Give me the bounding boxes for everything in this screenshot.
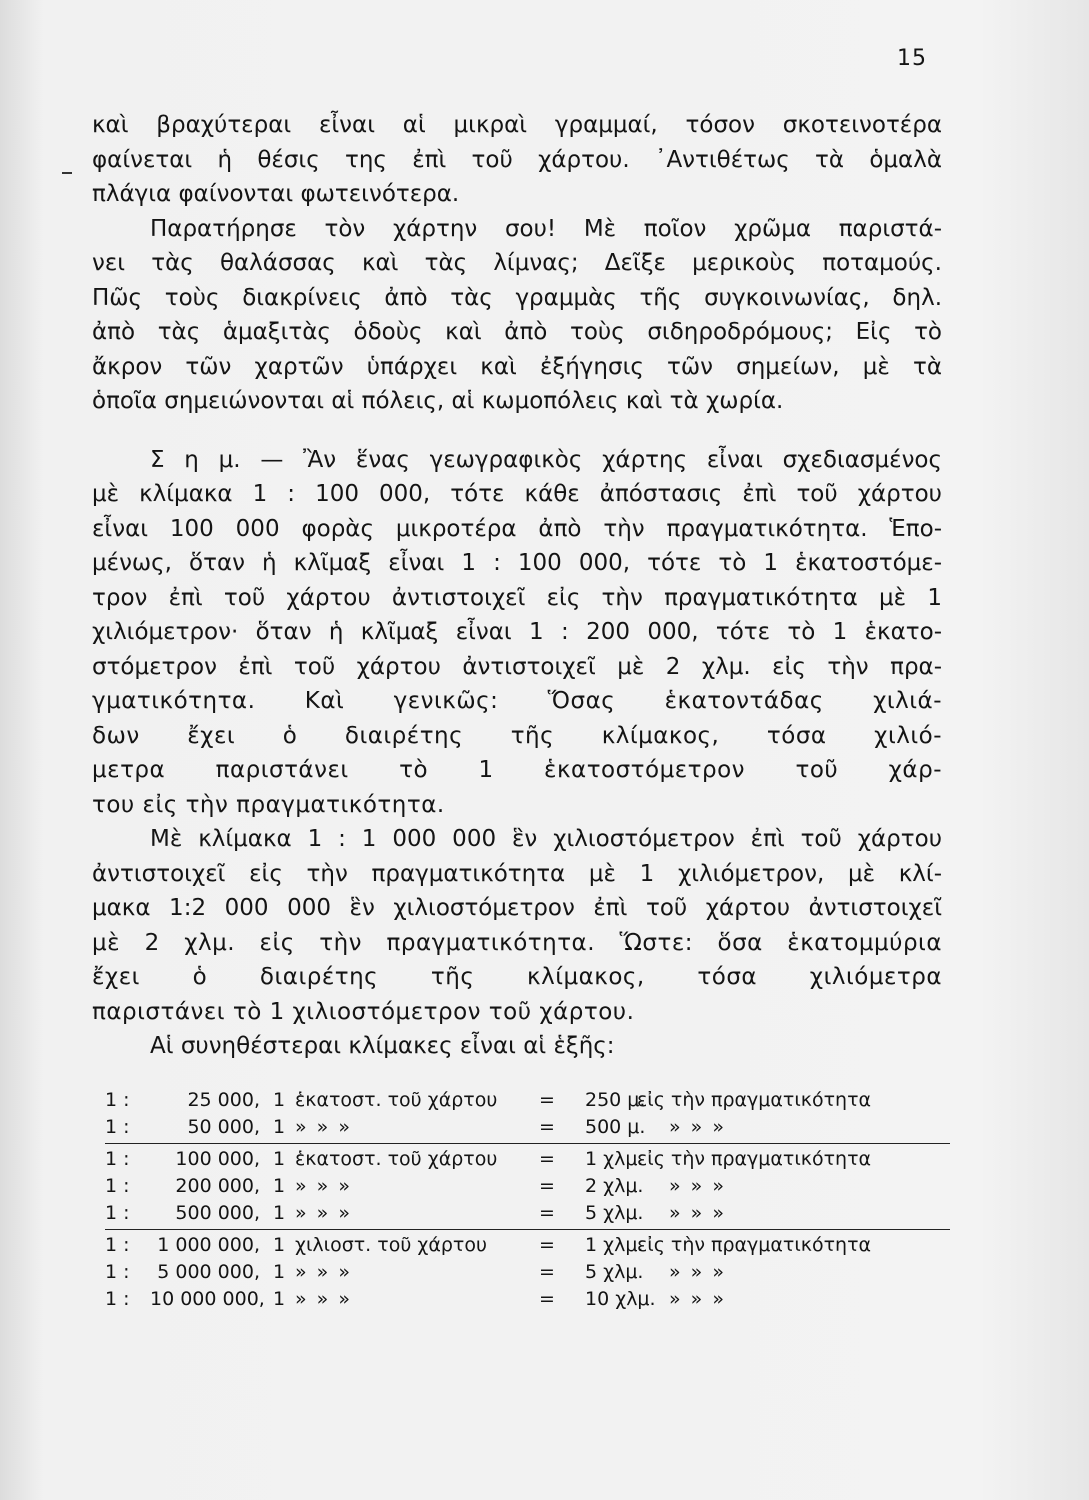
scale-prefix: 1 :	[105, 1116, 130, 1138]
text-line: ἔχει ὁ διαιρέτης τῆς κλίμακος, τόσα χιλιόμετρα	[92, 964, 942, 990]
paragraph-gap	[92, 419, 942, 443]
scale-row	[105, 1173, 950, 1200]
scale-reality: εἰς τὴν πραγματικότητα	[637, 1234, 872, 1256]
scale-unit: 1	[273, 1288, 286, 1310]
scale-prefix: 1 :	[105, 1148, 130, 1170]
scale-map-unit: ἑκατοστ. τοῦ χάρτου	[295, 1148, 498, 1170]
scale-reality: » » »	[669, 1116, 726, 1138]
scale-denominator: 200 000,	[175, 1175, 260, 1197]
scale-unit: 1	[273, 1148, 286, 1170]
scale-prefix: 1 :	[105, 1288, 130, 1310]
scale-unit: 1	[273, 1202, 286, 1224]
scale-denominator: 50 000,	[187, 1116, 260, 1138]
scales-table	[105, 1085, 950, 1315]
text-line: τρον ἐπὶ τοῦ χάρτου ἀντιστοιχεῖ εἰς τὴν πραγματικότητα μὲ 1	[92, 584, 942, 611]
scale-denominator: 1 000 000,	[157, 1234, 260, 1256]
scale-map-unit: χιλιοστ. τοῦ χάρτου	[295, 1234, 487, 1256]
scale-prefix: 1 :	[105, 1175, 130, 1197]
text-line: ἀπὸ τὰς ἁμαξιτὰς ὁδοὺς καὶ ἀπὸ τοὺς σιδηροδρόμους; Εἰς τὸ	[92, 319, 942, 345]
text-line: εἶναι 100 000 φορὰς μικροτέρα ἀπὸ τὴν πραγματικότητα. Ἑπο-	[92, 515, 942, 542]
scale-real-value: 500 μ.	[585, 1116, 646, 1138]
text-line: Μὲ κλίμακα 1 : 1 000 000 ἓν χιλιοστόμετρον ἐπὶ τοῦ χάρτου	[150, 826, 942, 852]
scale-row	[105, 1146, 950, 1173]
scale-equals: =	[539, 1148, 555, 1170]
text-line: ὁποῖα σημειώνονται αἱ πόλεις, αἱ κωμοπόλεις καὶ τὰ χωρία.	[92, 388, 784, 414]
scale-reality: » » »	[669, 1175, 726, 1197]
scale-denominator: 100 000,	[175, 1148, 260, 1170]
scale-group-centimeter-small	[105, 1085, 950, 1143]
scale-prefix: 1 :	[105, 1261, 130, 1283]
scale-map-unit: » » »	[295, 1202, 352, 1224]
scale-real-value: 5 χλμ.	[585, 1202, 644, 1224]
scale-equals: =	[539, 1261, 555, 1283]
text-line: μένως, ὅταν ἡ κλῖμαξ εἶναι 1 : 100 000, τότε τὸ 1 ἑκατοστόμε-	[92, 550, 942, 576]
scale-denominator: 25 000,	[187, 1089, 260, 1111]
scale-row	[105, 1114, 950, 1141]
scale-group-millimeter	[105, 1229, 950, 1315]
paragraph-note	[92, 443, 942, 823]
page-number: 15	[897, 46, 927, 71]
text-line: Σ η μ. — Ἂν ἕνας γεωγραφικὸς χάρτης εἶναι σχεδιασμένος	[150, 446, 942, 473]
paragraph-millimeter-scale	[92, 822, 942, 1029]
scale-prefix: 1 :	[105, 1202, 130, 1224]
text-line: παριστάνει τὸ 1 χιλιοστόμετρον τοῦ χάρτου.	[92, 998, 635, 1025]
scale-map-unit: » » »	[295, 1288, 352, 1310]
scale-real-value: 1 χλμ.	[585, 1234, 644, 1256]
scale-real-value: 10 χλμ.	[585, 1288, 656, 1310]
text-line: Παρατήρησε τὸν χάρτην σου! Μὲ ποῖον χρῶμα παριστά-	[150, 215, 942, 242]
text-line: δων ἔχει ὁ διαιρέτης τῆς κλίμακος, τόσα χιλιό-	[92, 722, 942, 749]
scales-intro: Αἱ συνηθέστεραι κλίμακες εἶναι αἱ ἑξῆς:	[150, 1033, 615, 1059]
scale-reality: » » »	[669, 1288, 726, 1310]
paragraph-shading	[92, 108, 942, 212]
scale-equals: =	[539, 1089, 555, 1111]
text-line: μὲ κλίμακα 1 : 100 000, τότε κάθε ἀπόστασις ἐπὶ τοῦ χάρτου	[92, 481, 942, 507]
text-line: ἀντιστοιχεῖ εἰς τὴν πραγματικότητα μὲ 1 χιλιόμετρον, μὲ κλί-	[92, 860, 942, 887]
scale-unit: 1	[273, 1261, 286, 1283]
scale-prefix: 1 :	[105, 1234, 130, 1256]
scale-row	[105, 1259, 950, 1286]
scale-row	[105, 1232, 950, 1259]
text-line: χιλιόμετρον· ὅταν ἡ κλῖμαξ εἶναι 1 : 200 000, τότε τὸ 1 ἑκατο-	[92, 619, 942, 645]
scale-map-unit: » » »	[295, 1261, 352, 1283]
scale-row	[105, 1286, 950, 1313]
text-line: μακα 1:2 000 000 ἓν χιλιοστόμετρον ἐπὶ τοῦ χάρτου ἀντιστοιχεῖ	[92, 895, 942, 921]
scale-unit: 1	[273, 1234, 286, 1256]
scale-equals: =	[539, 1234, 555, 1256]
scale-prefix: 1 :	[105, 1089, 130, 1111]
text-line: γματικότητα. Καὶ γενικῶς: Ὅσας ἑκατοντάδας χιλιά-	[92, 688, 942, 714]
scale-reality: εἰς τὴν πραγματικότητα	[637, 1089, 872, 1111]
text-line: του εἰς τὴν πραγματικότητα.	[92, 791, 445, 818]
scale-real-value: 5 χλμ.	[585, 1261, 644, 1283]
scale-equals: =	[539, 1116, 555, 1138]
scale-map-unit: » » »	[295, 1116, 352, 1138]
scale-equals: =	[539, 1202, 555, 1224]
text-line: πλάγια φαίνονται φωτεινότερα.	[92, 181, 460, 207]
margin-mark	[62, 172, 72, 174]
scale-map-unit: » » »	[295, 1175, 352, 1197]
paragraph-map-observation	[92, 212, 942, 419]
scale-row	[105, 1200, 950, 1227]
text-line: νει τὰς θαλάσσας καὶ τὰς λίμνας; Δεῖξε μερικοὺς ποταμούς.	[92, 250, 942, 276]
scale-equals: =	[539, 1175, 555, 1197]
scale-group-centimeter-large	[105, 1143, 950, 1229]
text-line: Πῶς τοὺς διακρίνεις ἀπὸ τὰς γραμμὰς τῆς συγκοινωνίας, δηλ.	[92, 284, 942, 311]
scale-real-value: 2 χλμ.	[585, 1175, 644, 1197]
scale-unit: 1	[273, 1089, 286, 1111]
scale-row	[105, 1087, 950, 1114]
scale-denominator: 500 000,	[175, 1202, 260, 1224]
scale-equals: =	[539, 1288, 555, 1310]
scale-denominator: 5 000 000,	[157, 1261, 260, 1283]
scale-real-value: 1 χλμ.	[585, 1148, 644, 1170]
text-line: φαίνεται ἡ θέσις της ἐπὶ τοῦ χάρτου. ᾿Αντιθέτως τὰ ὁμαλὰ	[92, 146, 942, 173]
scale-reality: » » »	[669, 1261, 726, 1283]
scale-reality: » » »	[669, 1202, 726, 1224]
body-text	[92, 108, 942, 1064]
text-line: καὶ βραχύτεραι εἶναι αἱ μικραὶ γραμμαί, τόσον σκοτεινοτέρα	[92, 112, 942, 138]
scale-unit: 1	[273, 1175, 286, 1197]
scale-reality: εἰς τὴν πραγματικότητα	[637, 1148, 872, 1170]
text-line: μὲ 2 χλμ. εἰς τὴν πραγματικότητα. Ὥστε: ὅσα ἑκατομμύρια	[92, 929, 942, 956]
scale-unit: 1	[273, 1116, 286, 1138]
scale-map-unit: ἑκατοστ. τοῦ χάρτου	[295, 1089, 498, 1111]
text-line: ἄκρον τῶν χαρτῶν ὑπάρχει καὶ ἐξήγησις τῶν σημείων, μὲ τὰ	[92, 353, 942, 380]
text-line: μετρα παριστάνει τὸ 1 ἑκατοστόμετρον τοῦ χάρ-	[92, 757, 942, 783]
text-line: στόμετρον ἐπὶ τοῦ χάρτου ἀντιστοιχεῖ μὲ 2 χλμ. εἰς τὴν πρα-	[92, 653, 942, 680]
scale-denominator: 10 000 000,	[150, 1288, 265, 1310]
scale-real-value: 250 μ.	[585, 1089, 646, 1111]
